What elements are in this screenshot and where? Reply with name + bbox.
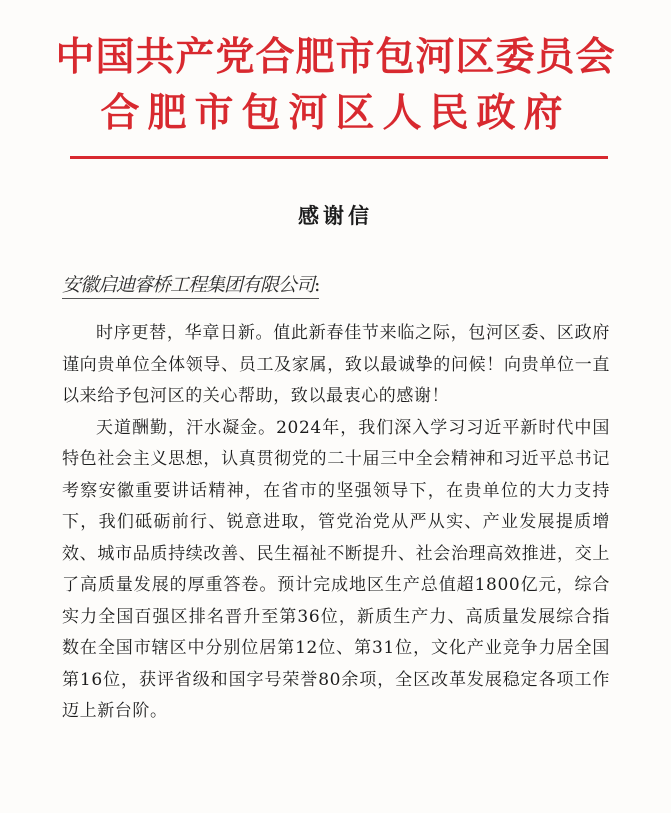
paragraph-achievements: 天道酬勤，汗水凝金。2024年，我们深入学习习近平新时代中国特色社会主义思想，认真贯彻党的二十届三中全会精神和习近平总书记考察安徽重要讲话精神，在省市的坚强领导下，在贵单位的大力支持下，我们砥砺前行、锐意进取，管党治党从严从实、产业发展提质增效、城市品质持续改善、民生福祉不断提升、社会治理高效推进，交上了高质量发展的厚重答卷。预计完成地区生产总值超1800亿元，综合实力全国百强区排名晋升至第36位，新质生产力、高质量发展综合指数在全国市辖区中分别位居第12位、第31位，文化产业竞争力居全国第16位，获评省级和国字号荣誉80余项，全区改革发展稳定各项工作迈上新台阶。 bbox=[62, 417, 610, 721]
letterhead-government: 合肥市包河区人民政府 bbox=[100, 91, 571, 136]
letterhead bbox=[0, 30, 671, 142]
paragraph-greeting: 时序更替，华章日新。值此新春佳节来临之际，包河区委、区政府谨向贵单位全体领导、员工及家属，致以最诚挚的问候！向贵单位一直以来给予包河区的关心帮助，致以最衷心的感谢！ bbox=[62, 323, 610, 406]
letter-body bbox=[62, 318, 610, 728]
recipient-line bbox=[62, 270, 319, 299]
letterhead-red-rule bbox=[70, 156, 608, 159]
document-title: 感谢信 bbox=[298, 204, 373, 228]
recipient-name: 安徽启迪睿桥工程集团有限公司 bbox=[62, 274, 315, 296]
letterhead-committee: 中国共产党合肥市包河区委员会 bbox=[55, 35, 616, 80]
recipient-colon: : bbox=[314, 274, 320, 296]
